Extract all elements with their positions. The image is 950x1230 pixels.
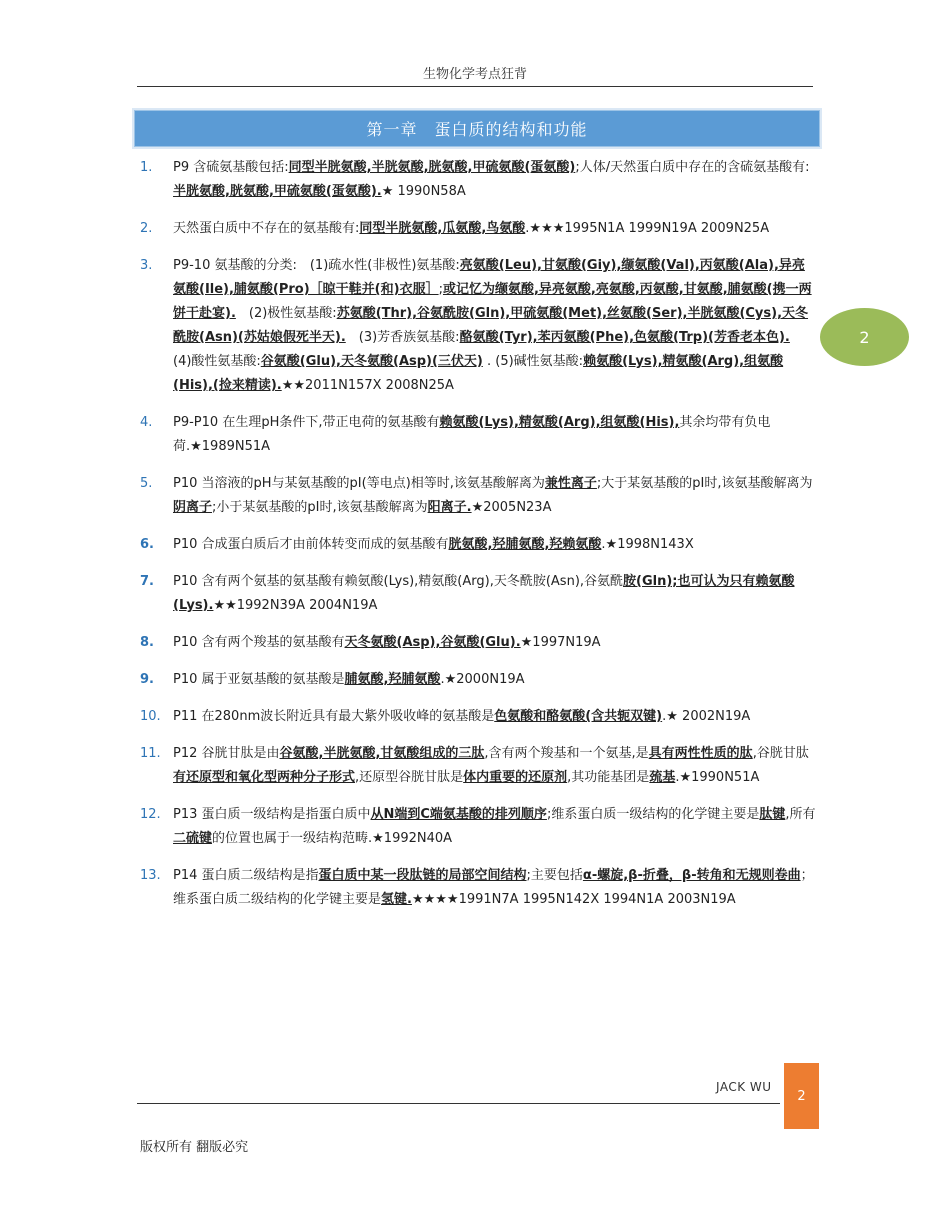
text-segment: ；维系蛋白质二级结构的化学键主要是 — [173, 868, 814, 907]
key-term: 天冬氨酸(Asp),谷氨酸(Glu). — [344, 635, 521, 650]
item-text — [173, 156, 816, 204]
item-text — [173, 631, 816, 655]
footer-divider — [137, 1103, 780, 1104]
text-segment: ★2005N23A — [471, 500, 552, 515]
text-segment: P14 蛋白质二级结构是指 — [173, 868, 319, 883]
list-item — [140, 217, 816, 241]
text-segment: P9-P10 在生理pH条件下,带正电荷的氨基酸有 — [173, 415, 440, 430]
key-term: 肽键 — [759, 807, 786, 822]
text-segment: ;小于某氨基酸的pI时,该氨基酸解离为 — [212, 500, 428, 515]
header-divider — [137, 86, 813, 87]
text-segment: 的位置也属于一级结构范畴.★1992N40A — [212, 831, 453, 846]
footer-page-number: 2 — [784, 1063, 819, 1129]
text-segment: .★1998N143X — [601, 537, 694, 552]
text-segment: P10 合成蛋白质后才由前体转变而成的氨基酸有 — [173, 537, 449, 552]
key-term: 苏氨酸(Thr),谷氨酰胺(Gln),甲硫氨酸(Met),丝氨酸(Ser),半胱氨酸(Cys),天冬酰胺(Asn)(苏姑娘假死半天). — [173, 306, 809, 345]
list-item — [140, 472, 816, 520]
text-segment: .★ 2002N19A — [662, 709, 751, 724]
key-term: 谷氨酸(Glu),天冬氨酸(Asp)(三伏天) — [260, 354, 483, 369]
text-segment: ★★★★1991N7A 1995N142X 1994N1A 2003N19A — [411, 892, 736, 907]
item-text — [173, 570, 816, 618]
list-item — [140, 156, 816, 204]
text-segment: (4)酸性氨基酸: — [173, 330, 803, 369]
item-number: 2. — [140, 221, 153, 236]
list-item — [140, 533, 816, 557]
key-term: 胱氨酸,羟脯氨酸,羟赖氨酸 — [448, 537, 602, 552]
item-number: 10. — [140, 709, 161, 724]
key-term: 巯基 — [649, 770, 676, 785]
text-segment: P12 谷胱甘肽是由 — [173, 746, 280, 761]
item-text — [173, 472, 816, 520]
list-item — [140, 254, 816, 398]
chapter-title: 第一章 蛋白质的结构和功能 — [366, 120, 588, 139]
key-term: 二硫键 — [173, 831, 213, 846]
key-term: 蛋白质中某一段肽链的局部空间结构 — [318, 868, 527, 883]
text-segment: ★★1992N39A 2004N19A — [213, 598, 378, 613]
text-segment: .★2000N19A — [440, 672, 525, 687]
chapter-title-bar — [134, 110, 820, 147]
key-term: 色氨酸和酪氨酸(含共轭双键) — [494, 709, 663, 724]
key-term: 阳离子. — [427, 500, 472, 515]
list-item — [140, 803, 816, 851]
list-item — [140, 411, 816, 459]
text-segment: P10 含有两个氨基的氨基酸有赖氨酸(Lys),精氨酸(Arg),天冬酰胺(Asn),谷氨酰 — [173, 574, 624, 589]
text-segment: ;人体/天然蛋白质中存在的含硫氨基酸有: — [575, 160, 810, 175]
text-segment: ,含有两个羧基和一个氨基,是 — [484, 746, 649, 761]
key-term: 亮氨酸(Leu),甘氨酸(Giy),缬氨酸(Val),丙氨酸(Ala),异亮氨酸(Ile),脯氨酸(Pro)［晾干鞋并(和)衣服］ — [173, 258, 805, 297]
text-segment: P9-10 氨基酸的分类: (1)疏水性(非极性)氨基酸: — [173, 258, 460, 273]
key-term: 赖氨酸(Lys),精氨酸(Arg),组氨酸(His),(捡来精读). — [173, 354, 784, 393]
text-segment: ,其功能基团是 — [567, 770, 650, 785]
text-segment: ★ 1990N58A — [381, 184, 466, 199]
key-term: 胺(Gln);也可认为只有赖氨酸(Lys). — [173, 574, 795, 613]
item-number: 9. — [140, 672, 154, 687]
key-term: 体内重要的还原剂 — [463, 770, 568, 785]
key-term: 酪氨酸(Tyr),苯丙氨酸(Phe),色氨酸(Trp)(芳香老本色). — [459, 330, 790, 345]
item-number: 3. — [140, 258, 153, 273]
item-number: 6. — [140, 537, 154, 552]
item-text — [173, 217, 816, 241]
text-segment: (2)极性氨基酸: — [235, 306, 337, 321]
text-segment: .★1990N51A — [675, 770, 760, 785]
key-term: 从N端到C端氨基酸的排列顺序 — [370, 807, 547, 822]
key-term: 或记忆为缬氨酸,异亮氨酸,亮氨酸,丙氨酸,甘氨酸,脯氨酸(携一两饼干赴宴). — [173, 282, 812, 321]
key-term: 脯氨酸,羟脯氨酸 — [344, 672, 441, 687]
text-segment: 天然蛋白质中不存在的氨基酸有: — [173, 221, 360, 236]
key-term: 有还原型和氧化型两种分子形式 — [173, 770, 356, 785]
list-item — [140, 570, 816, 618]
text-segment: P10 属于亚氨基酸的氨基酸是 — [173, 672, 345, 687]
list-item — [140, 631, 816, 655]
key-term: 兼性离子 — [544, 476, 597, 491]
key-term: 具有两性性质的肽 — [648, 746, 753, 761]
item-text — [173, 533, 816, 557]
text-segment: P10 含有两个羧基的氨基酸有 — [173, 635, 345, 650]
copyright-notice: 版权所有 翻版必究 — [140, 1140, 249, 1155]
text-segment: ;主要包括 — [526, 868, 583, 883]
text-segment: .★★★1995N1A 1999N19A 2009N25A — [525, 221, 770, 236]
text-segment: P13 蛋白质一级结构是指蛋白质中 — [173, 807, 371, 822]
key-term: 同型半胱氨酸,半胱氨酸,胱氨酸,甲硫氨酸(蛋氨酸) — [288, 160, 576, 175]
item-number: 5. — [140, 476, 153, 491]
key-term: 谷氨酸,半胱氨酸,甘氨酸组成的三肽 — [279, 746, 485, 761]
item-text — [173, 254, 816, 398]
key-term: 赖氨酸(Lys),精氨酸(Arg),组氨酸(His), — [439, 415, 680, 430]
text-segment: ,所有 — [785, 807, 816, 822]
page-header-title: 生物化学考点狂背 — [422, 67, 527, 82]
text-segment: P9 含硫氨基酸包括: — [173, 160, 289, 175]
text-segment: ,还原型谷胱甘肽是 — [355, 770, 464, 785]
list-item — [140, 668, 816, 692]
list-item — [140, 864, 816, 912]
key-term: 同型半胱氨酸,瓜氨酸,鸟氨酸 — [359, 221, 526, 236]
text-segment: (3)芳香族氨基酸: — [345, 330, 460, 345]
item-text — [173, 705, 816, 729]
key-term: α-螺旋,β-折叠，β-转角和无规则卷曲 — [582, 868, 801, 883]
item-number: 7. — [140, 574, 154, 589]
item-number: 13. — [140, 868, 161, 883]
text-segment: ; — [438, 282, 443, 297]
text-segment: . (5)碱性氨基酸: — [482, 354, 584, 369]
text-segment: ★★2011N157X 2008N25A — [281, 378, 454, 393]
item-number: 11. — [140, 746, 161, 761]
text-segment: ★1997N19A — [520, 635, 601, 650]
text-segment: ;大于某氨基酸的pI时,该氨基酸解离为 — [596, 476, 813, 491]
item-text — [173, 411, 816, 459]
item-number: 1. — [140, 160, 153, 175]
item-number: 4. — [140, 415, 153, 430]
text-segment: 其余均带有负电荷.★1989N51A — [173, 415, 771, 454]
page-circle-badge: 2 — [820, 308, 909, 366]
item-number: 12. — [140, 807, 161, 822]
key-term: 阴离子 — [173, 500, 213, 515]
text-segment: P10 当溶液的pH与某氨基酸的pI(等电点)相等时,该氨基酸解离为 — [173, 476, 545, 491]
item-text — [173, 668, 816, 692]
list-item — [140, 705, 816, 729]
key-term: 氢键. — [381, 892, 412, 907]
text-segment: P11 在280nm波长附近具有最大紫外吸收峰的氨基酸是 — [173, 709, 495, 724]
list-item — [140, 742, 816, 790]
item-text — [173, 864, 816, 912]
text-segment: ;维系蛋白质一级结构的化学键主要是 — [546, 807, 760, 822]
item-text — [173, 742, 816, 790]
item-text — [173, 803, 816, 851]
key-term: 半胱氨酸,胱氨酸,甲硫氨酸(蛋氨酸). — [173, 184, 382, 199]
text-segment: ,谷胱甘肽 — [752, 746, 809, 761]
item-number: 8. — [140, 635, 154, 650]
key-points-list — [140, 156, 816, 912]
footer-author: JACK WU — [716, 1080, 772, 1094]
